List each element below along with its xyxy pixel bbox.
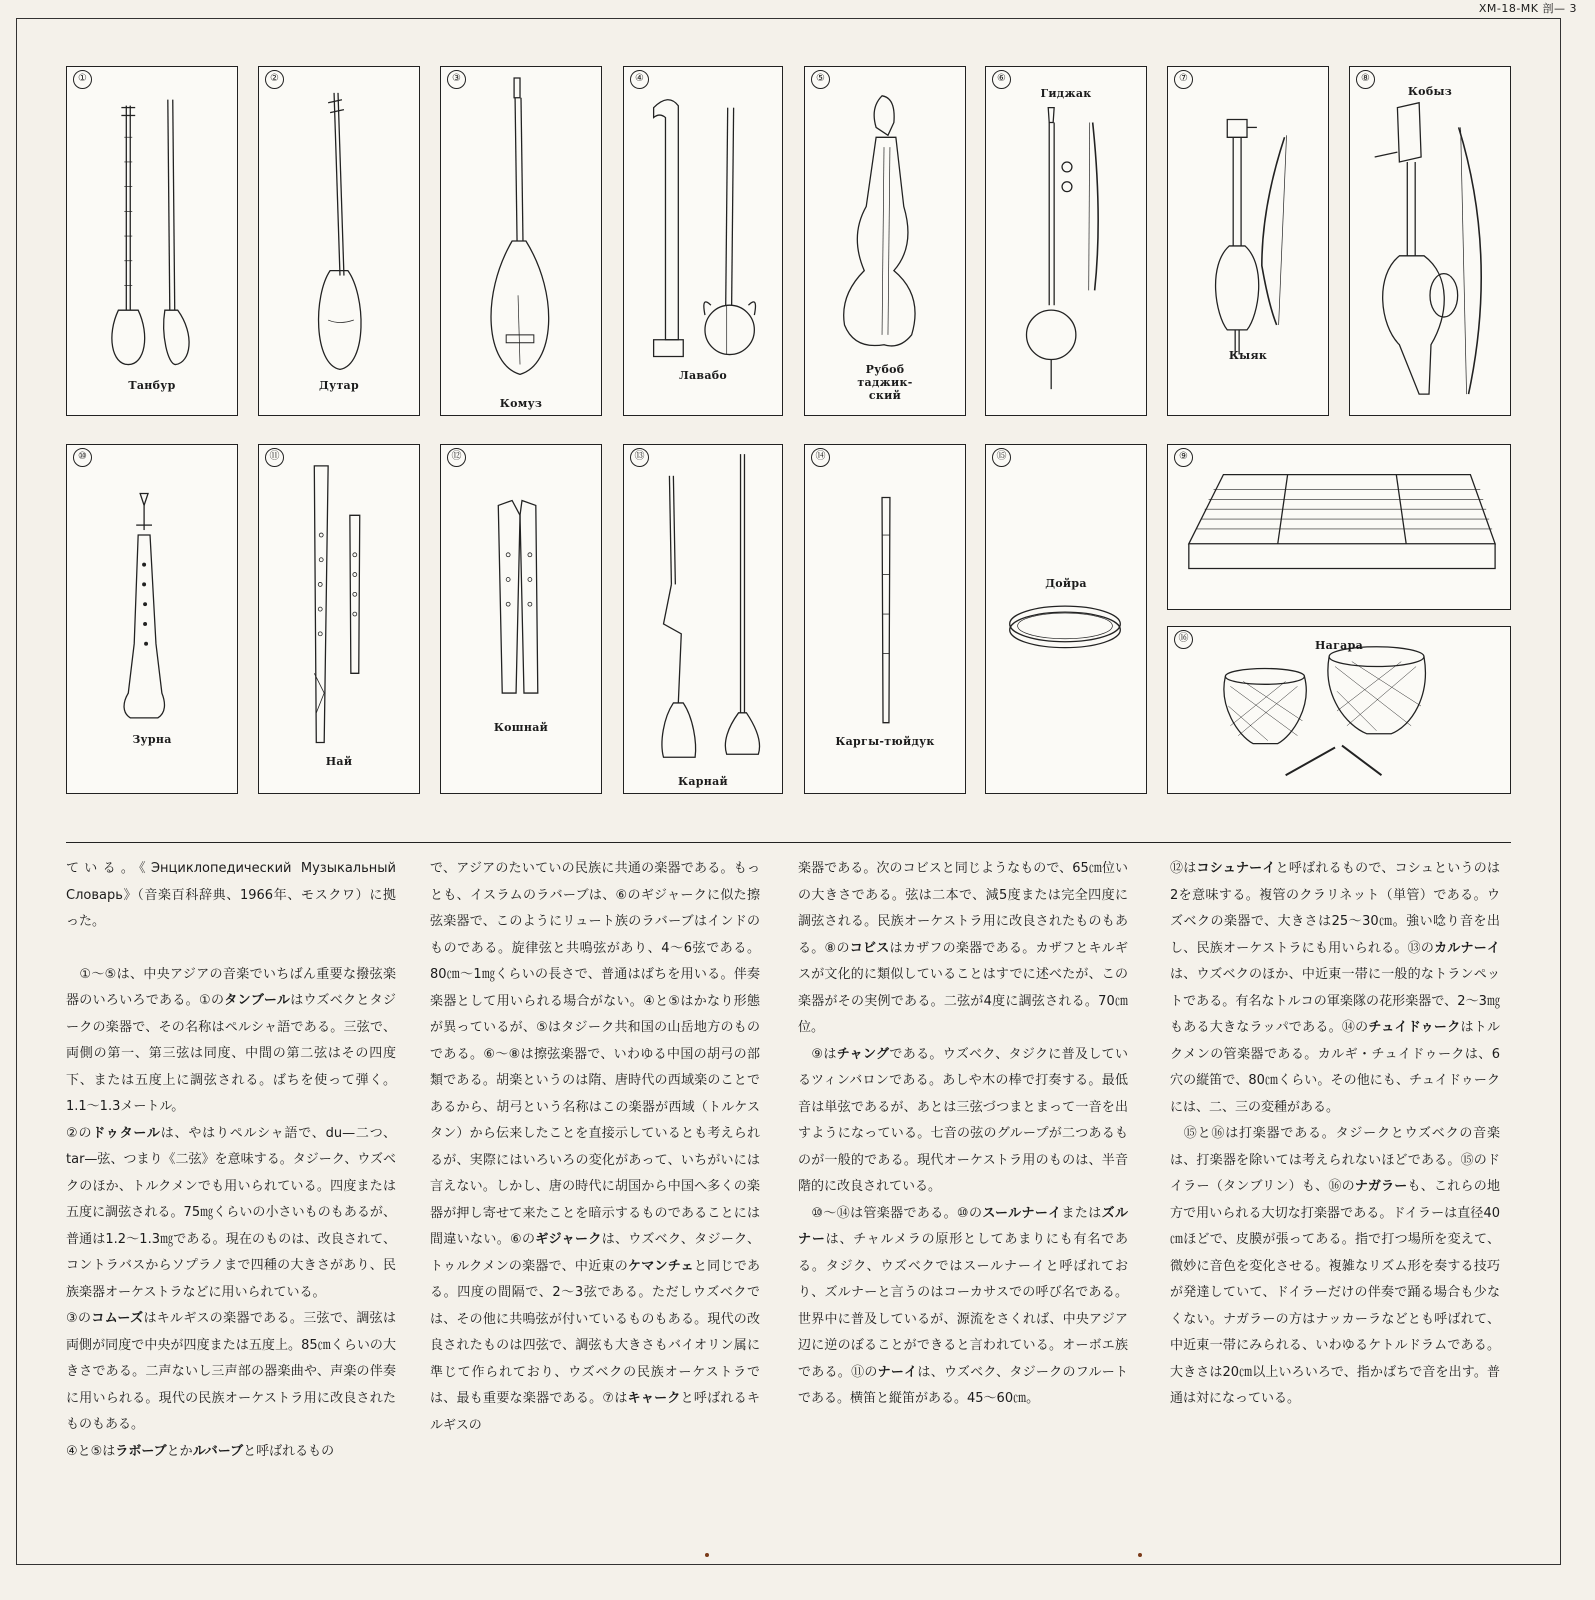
instrument-panel-12 bbox=[440, 444, 602, 794]
paragraph: ⑨はチャングである。ウズベク、タジクに普及しているツィンバロンである。あしや木の棒で打奏する。最低音は単弦であるが、あとは三弦づつまとまって一音を出すようになっている。七音の弦のグループが二つあるものが一般的である。現代オーケストラ用のものは、半音階的に改良されている。 bbox=[798, 1046, 1129, 1194]
gidzhak-drawing bbox=[986, 67, 1146, 415]
tanbur-drawing bbox=[67, 67, 237, 415]
instrument-panel-2 bbox=[258, 66, 420, 416]
instrument-label: Дойра bbox=[1045, 577, 1087, 590]
instrument-label: Нагара bbox=[1314, 639, 1363, 652]
paragraph: ③のコムーズはキルギスの楽器である。三弦で、調弦は両側が同度で中央が四度または五度上。85㎝くらいの大きさである。二声ないし三声部の器楽曲や、声楽の伴奏に用いられる。現代の民族オーケストラ用に改良されたものもある。 bbox=[66, 1311, 397, 1432]
panel-number: ⑥ bbox=[992, 70, 1011, 89]
kyiak-drawing bbox=[1168, 67, 1328, 415]
instrument-panel-4 bbox=[623, 66, 783, 416]
paragraph: 楽器である。次のコビスと同じようなもので、65㎝位いの大きさである。弦は二本で、減5度または完全四度に調弦される。民族オーケストラ用に改良されたものもある。⑧のコビスはカザフの楽器である。カザフとキルギスが文化的に類似していることはすでに述べたが、この楽器がその実例である。二弦が4度に調弦される。70㎝位。 bbox=[798, 861, 1128, 1035]
instrument-panel-5 bbox=[804, 66, 966, 416]
panel-number: ⑬ bbox=[630, 448, 649, 467]
chang-drawing bbox=[1168, 445, 1510, 609]
text-column-4 bbox=[1170, 856, 1500, 1413]
instrument-label: Кобыз bbox=[1407, 85, 1453, 98]
instrument-label: Кыяк bbox=[1228, 349, 1268, 362]
karnai-drawing bbox=[624, 445, 782, 793]
panel-number: ⑦ bbox=[1174, 70, 1193, 89]
komuz-drawing bbox=[441, 67, 601, 415]
paragraph: で、アジアのたいていの民族に共通の楽器である。もっとも、イスラムのラバーブは、⑥のギジャークに似た擦弦楽器で、このようにリュート族のラバーブはインドのものである。旋律弦と共鳴弦があり、4～6弦である。80㎝～1㎎くらいの長さで、普通はばちを用いる。伴奏楽器として用いられる場合がない。④と⑤はかなり形態が異っているが、⑤はタジーク共和国の山岳地方のものである。⑥～⑧は擦弦楽器で、いわゆる中国の胡弓の部類である。胡楽というのは隋、唐時代の西域楽のことであるから、胡弓という名称はこの楽器が西域（トルケスタン）から伝来したことを直接示しているとも考えられるが、実際にはいろいろの変化があって、いちがいには言えない。しかし、唐の時代に胡国から中国へ多くの楽器が押し寄せて来たことを暗示するものであることには間違いない。⑥のギジャークは、ウズベク、タジーク、トゥルクメンの楽器で、中近東のケマンチェと同じである。四度の間隔で、2～3弦である。ただしウズベクでは、その他に共鳴弦が付いているものもある。現代の改良されたものは四弦で、調弦も大きさもバイオリン属に準じて作られており、ウズベクの民族オーケストラでは、最も重要な楽器である。⑦はキャークと呼ばれるキルギスの bbox=[430, 861, 760, 1433]
instrument-label: Танбур bbox=[128, 379, 176, 392]
instrument-panel-3 bbox=[440, 66, 602, 416]
paragraph: ①～⑤は、中央アジアの音楽でいちばん重要な撥弦楽器のいろいろである。①のタンブールはウズベクとタジークの楽器で、その名称はペルシャ語である。三弦で、両側の第一、第三弦は同度、中間の第二弦はその四度下、または五度上に調弦される。ばちを使って弾く。1.1～1.3メートル。 bbox=[66, 966, 396, 1114]
instrument-panel-11 bbox=[258, 444, 420, 794]
instrument-label: Рубоб таджик- ский bbox=[857, 363, 913, 402]
instrument-label: Каргы-тюйдук bbox=[835, 735, 935, 748]
panel-number: ⑮ bbox=[992, 448, 1011, 467]
instrument-label: Комуз bbox=[499, 397, 543, 410]
instrument-panel-10 bbox=[66, 444, 238, 794]
instrument-label: Кошнай bbox=[493, 721, 549, 734]
panel-number: ⑧ bbox=[1356, 70, 1375, 89]
panel-number: ⑯ bbox=[1174, 630, 1193, 649]
lavabo-drawing bbox=[624, 67, 782, 415]
koshnai-drawing bbox=[441, 445, 601, 793]
paper-spot bbox=[1138, 1553, 1142, 1557]
paragraph: ⑫はコシュナーイと呼ばれるもので、コシュというのは2を意味する。複管のクラリネット（単管）である。ウズベクの楽器で、大きさは25～30㎝。強い唸り音を出し、民族オーケストラにも用いられる。⑬のカルナーイは、ウズベクのほか、中近東一帯に一般的なトランペットである。有名なトルコの軍楽隊の花形楽器で、2～3㎎もある大きなラッパである。⑭のチュイドゥークはトルクメンの管楽器である。カルギ・チュイドゥークは、6穴の縦笛で、80㎝くらい。その他にも、チュイドゥークには、二、三の変種がある。 bbox=[1170, 861, 1500, 1115]
paper-spot bbox=[705, 1553, 709, 1557]
panel-number: ① bbox=[73, 70, 92, 89]
paragraph: ている。《Энциклопедический Музыкальный Словарь》（音楽百科辞典、1966年、モスクワ）に拠った。 bbox=[66, 861, 396, 929]
panel-number: ⑩ bbox=[73, 448, 92, 467]
text-column-2 bbox=[430, 856, 760, 1439]
instrument-label: Карнай bbox=[678, 775, 728, 788]
text-column-1 bbox=[66, 856, 396, 1465]
doira-drawing bbox=[986, 445, 1146, 793]
panel-number: ⑨ bbox=[1174, 448, 1193, 467]
panel-number: ⑤ bbox=[811, 70, 830, 89]
instrument-label: Дутар bbox=[319, 379, 359, 392]
instrument-panel-1 bbox=[66, 66, 238, 416]
section-divider bbox=[66, 842, 1511, 843]
catalog-number: XM-18-MK 剖— 3 bbox=[1478, 2, 1577, 15]
nai-drawing bbox=[259, 445, 419, 793]
instrument-panel-6 bbox=[985, 66, 1147, 416]
panel-number: ⑫ bbox=[447, 448, 466, 467]
instrument-panel-15 bbox=[985, 444, 1147, 794]
panel-number: ④ bbox=[630, 70, 649, 89]
instrument-panel-8 bbox=[1349, 66, 1511, 416]
kobyz-drawing bbox=[1350, 67, 1510, 415]
paragraph: ⑮と⑯は打楽器である。タジークとウズベクの音楽は、打楽器を除いては考えられないほどである。⑮のドイラー（タンブリン）も、⑯のナガラーも、これらの地方で用いられる大切な打楽器である。ドイラーは直径40㎝ほどで、皮膜が張ってある。指で打つ場所を変えて、微妙に音色を変化させる。複雑なリズム形を奏する技巧が発達していて、ドイラーだけの伴奏で踊る場合も少なくない。ナガラーの方はナッカーラなどとも呼ばれて、中近東一帯にみられる、いわゆるケトルドラムである。大きさは20㎝以上いろいろで、指かばちで音を出す。普通は対になっている。 bbox=[1170, 1126, 1500, 1406]
instrument-panel-16 bbox=[1167, 626, 1511, 794]
paragraph: ④と⑤はラボーブとかルバーブと呼ばれるもの bbox=[66, 1443, 335, 1459]
panel-number: ⑭ bbox=[811, 448, 830, 467]
dutar-drawing bbox=[259, 67, 419, 415]
panel-number: ② bbox=[265, 70, 284, 89]
panel-number: ③ bbox=[447, 70, 466, 89]
instrument-panel-13 bbox=[623, 444, 783, 794]
instrument-panel-9 bbox=[1167, 444, 1511, 610]
paragraph: ②のドゥタールは、やはりペルシャ語で、du—二つ、tar—弦、つまり《二弦》を意味する。タジーク、ウズベクのほか、トルクメンでも用いられている。四度または五度に調弦される。75㎎くらいの小さいものもあるが、普通は1.2～1.3㎎である。現在のものは、改良されて、コントラバスからソプラノまで四種の大きさがあり、民族楽器オーケストラなどに用いられている。 bbox=[66, 1125, 397, 1300]
instrument-panel-7 bbox=[1167, 66, 1329, 416]
instrument-label: Гиджак bbox=[1040, 87, 1092, 100]
instrument-label: Най bbox=[325, 755, 353, 768]
text-column-3 bbox=[798, 856, 1128, 1413]
instrument-panel-14 bbox=[804, 444, 966, 794]
paragraph: ⑩～⑭は管楽器である。⑩のスールナーイまたはズルナーは、チャルメラの原形としてあまりにも有名である。タジク、ウズベクではスールナーイと呼ばれており、ズルナーと言うのはコーカサスでの呼び名である。世界中に普及しているが、源流をさくれば、中央アジア辺に逆のぼることができると言われている。オーボエ族である。⑪のナーイは、ウズベク、タジークのフルートである。横笛と縦笛がある。45～60㎝。 bbox=[798, 1205, 1128, 1406]
instrument-label: Лавабо bbox=[678, 369, 728, 382]
panel-number: ⑪ bbox=[265, 448, 284, 467]
instrument-label: Зурна bbox=[132, 733, 172, 746]
